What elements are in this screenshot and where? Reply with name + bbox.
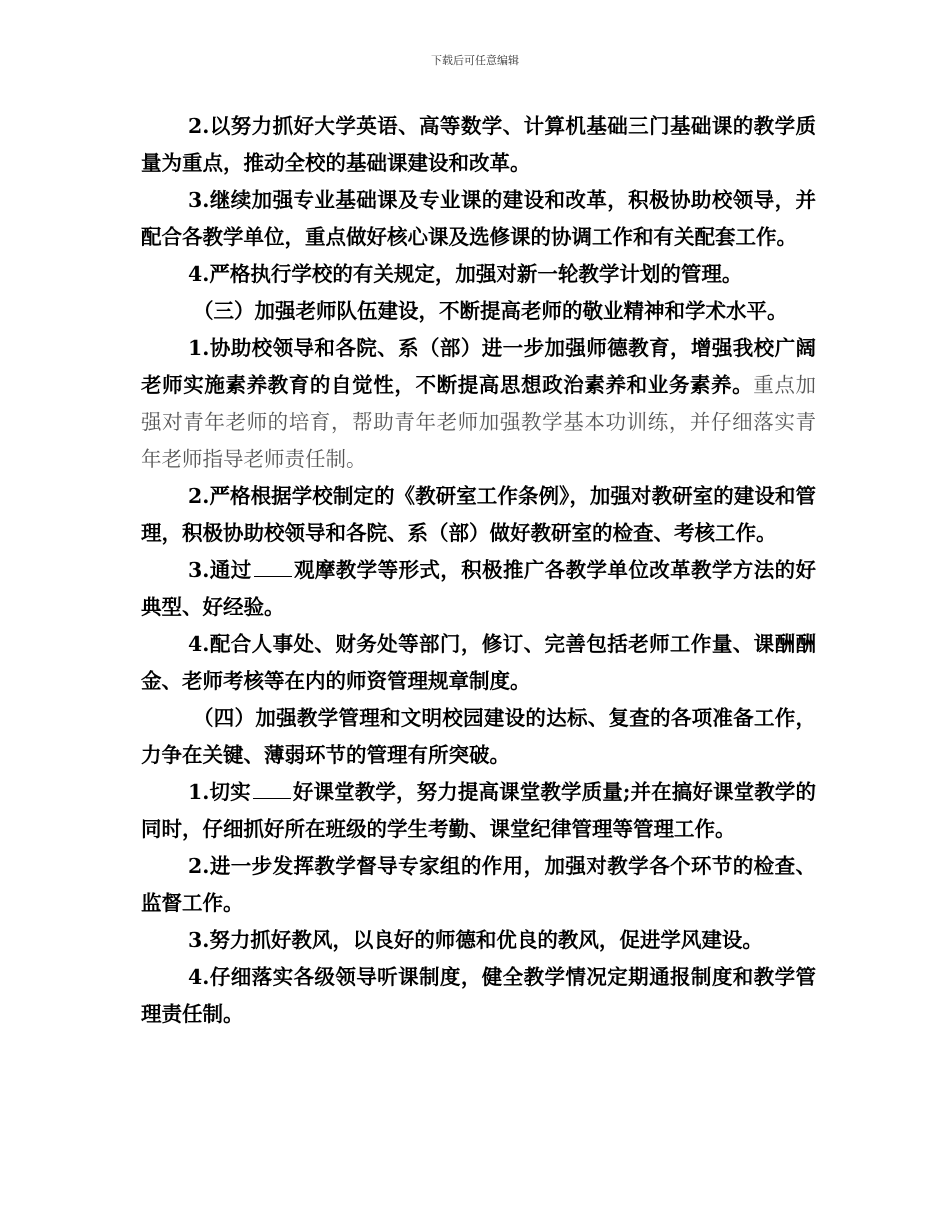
paragraph-observation-after: 观摩教学等形式，积极推广各教学单位改革教学方法的好典型、好经验。 <box>141 558 816 619</box>
paragraph-classroom-teaching <box>141 774 816 848</box>
blank-line <box>254 558 292 577</box>
paragraph-classroom-after: 好课堂教学，努力提高课堂教学质量;并在搞好课堂教学的同时，仔细抓好所在班级的学生考勤、课堂纪律管理等管理工作。 <box>141 780 816 841</box>
paragraph-leadership-observation: 4.仔细落实各级领导听课制度，健全教学情况定期通报制度和教学管理责任制。 <box>141 965 816 1026</box>
page-header: 下载后可任意编辑 <box>431 54 519 67</box>
paragraph-teacher-ethics-bold: 1.协助校领导和各院、系（部）进一步加强师德教育，增强我校广阔老师实施素养教育的自觉性，不断提高思想政治素养和业务素养。 <box>141 336 816 397</box>
paragraph-supervision: 2.进一步发挥教学督导专家组的作用，加强对教学各个环节的检查、监督工作。 <box>141 854 816 915</box>
document-body <box>141 108 816 1033</box>
paragraph-3-professional-courses: 3.继续加强专业基础课及专业课的建设和改革，积极协助校领导，并配合各教学单位，重点做好核心课及选修课的协调工作和有关配套工作。 <box>141 188 816 249</box>
paragraph-observation-before: 3.通过 <box>188 558 252 582</box>
section-heading-4: （四）加强教学管理和文明校园建设的达标、复查的各项准备工作，力争在关键、薄弱环节的管理有所突破。 <box>141 706 816 767</box>
blank-line <box>253 780 291 799</box>
paragraph-teaching-style: 3.努力抓好教风，以良好的师德和优良的教风，促进学风建设。 <box>188 928 763 952</box>
paragraph-teacher-ethics <box>141 330 816 478</box>
section-heading-3: （三）加强老师队伍建设，不断提高老师的敬业精神和学术水平。 <box>193 299 788 323</box>
paragraph-observation-teaching <box>141 552 816 626</box>
paragraph-4-regulations: 4.严格执行学校的有关规定，加强对新一轮教学计划的管理。 <box>188 262 743 286</box>
paragraph-faculty-regulations: 4.配合人事处、财务处等部门，修订、完善包括老师工作量、课酬酬金、老师考核等在内的师资管理规章制度。 <box>141 632 816 693</box>
paragraph-teacher-ethics-light: 重点加强对青年老师的培育，帮助青年老师加强教学基本功训练，并仔细落实青年老师指导老师责任制。 <box>141 373 817 471</box>
paragraph-teaching-office: 2.严格根据学校制定的《教研室工作条例》，加强对教研室的建设和管理，积极协助校领导和各院、系（部）做好教研室的检查、考核工作。 <box>141 484 816 545</box>
paragraph-classroom-before: 1.切实 <box>188 780 251 804</box>
paragraph-2-basic-courses: 2.以努力抓好大学英语、高等数学、计算机基础三门基础课的教学质量为重点，推动全校的基础课建设和改革。 <box>141 114 816 175</box>
